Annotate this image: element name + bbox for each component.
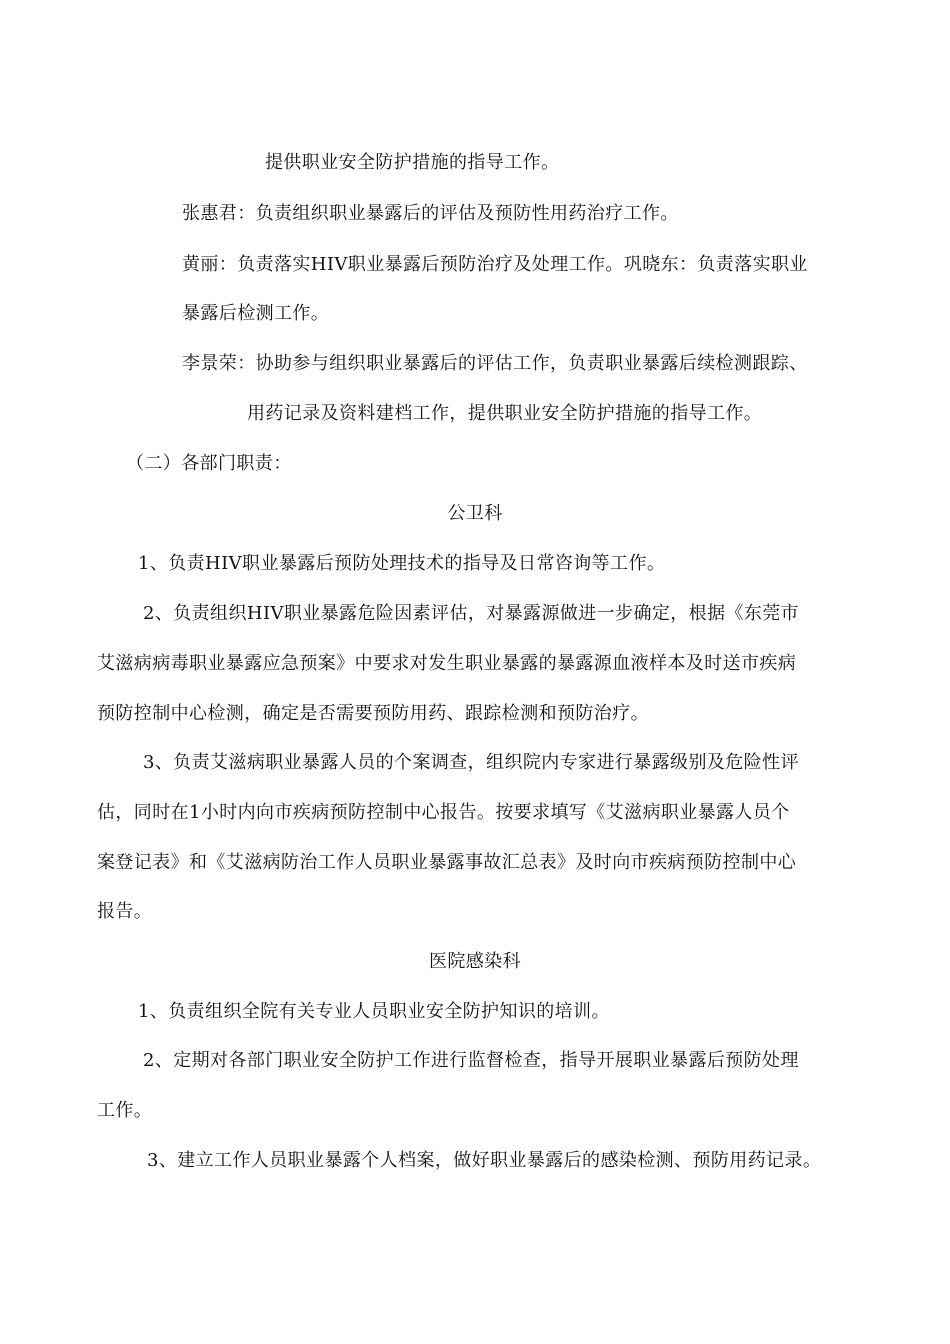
paragraph-line: 案登记表》和《艾滋病防治工作人员职业暴露事故汇总表》及时向市疾病预防控制中心 <box>97 852 797 873</box>
role-line: 暴露后检测工作。 <box>182 303 330 324</box>
section-heading: （二）各部门职责： <box>126 453 292 474</box>
paragraph-line: 工作。 <box>97 1100 153 1121</box>
role-line: 提供职业安全防护措施的指导工作。 <box>265 152 560 173</box>
paragraph-line: 报告。 <box>97 901 153 922</box>
role-line: 黄丽：负责落实HIV职业暴露后预防治疗及处理工作。巩晓东：负责落实职业 <box>182 254 808 275</box>
role-line: 张惠君：负责组织职业暴露后的评估及预防性用药治疗工作。 <box>182 203 679 224</box>
dept-title-infection-control: 医院感染科 <box>429 951 521 972</box>
paragraph-line: 1、负责HIV职业暴露后预防处理技术的指导及日常咨询等工作。 <box>138 553 666 574</box>
dept-title-public-health: 公卫科 <box>447 503 503 524</box>
paragraph-line: 预防控制中心检测，确定是否需要预防用药、跟踪检测和预防治疗。 <box>97 703 649 724</box>
role-line: 李景荣：协助参与组织职业暴露后的评估工作，负责职业暴露后续检测跟踪、 <box>182 353 808 374</box>
role-line: 用药记录及资料建档工作，提供职业安全防护措施的指导工作。 <box>247 403 763 424</box>
paragraph-line: 1、负责组织全院有关专业人员职业安全防护知识的培训。 <box>138 1001 610 1022</box>
paragraph-line: 艾滋病病毒职业暴露应急预案》中要求对发生职业暴露的暴露源血液样本及时送市疾病 <box>97 653 797 674</box>
paragraph-line: 3、负责艾滋病职业暴露人员的个案调查，组织院内专家进行暴露级别及危险性评 <box>143 752 799 773</box>
paragraph-line: 估，同时在1小时内向市疾病预防控制中心报告。按要求填写《艾滋病职业暴露人员个 <box>97 802 790 823</box>
paragraph-line: 2、定期对各部门职业安全防护工作进行监督检查，指导开展职业暴露后预防处理 <box>143 1050 799 1071</box>
paragraph-line: 2、负责组织HIV职业暴露危险因素评估，对暴露源做进一步确定，根据《东莞市 <box>143 603 800 624</box>
paragraph-line: 3、建立工作人员职业暴露个人档案，做好职业暴露后的感染检测、预防用药记录。 <box>147 1150 822 1171</box>
